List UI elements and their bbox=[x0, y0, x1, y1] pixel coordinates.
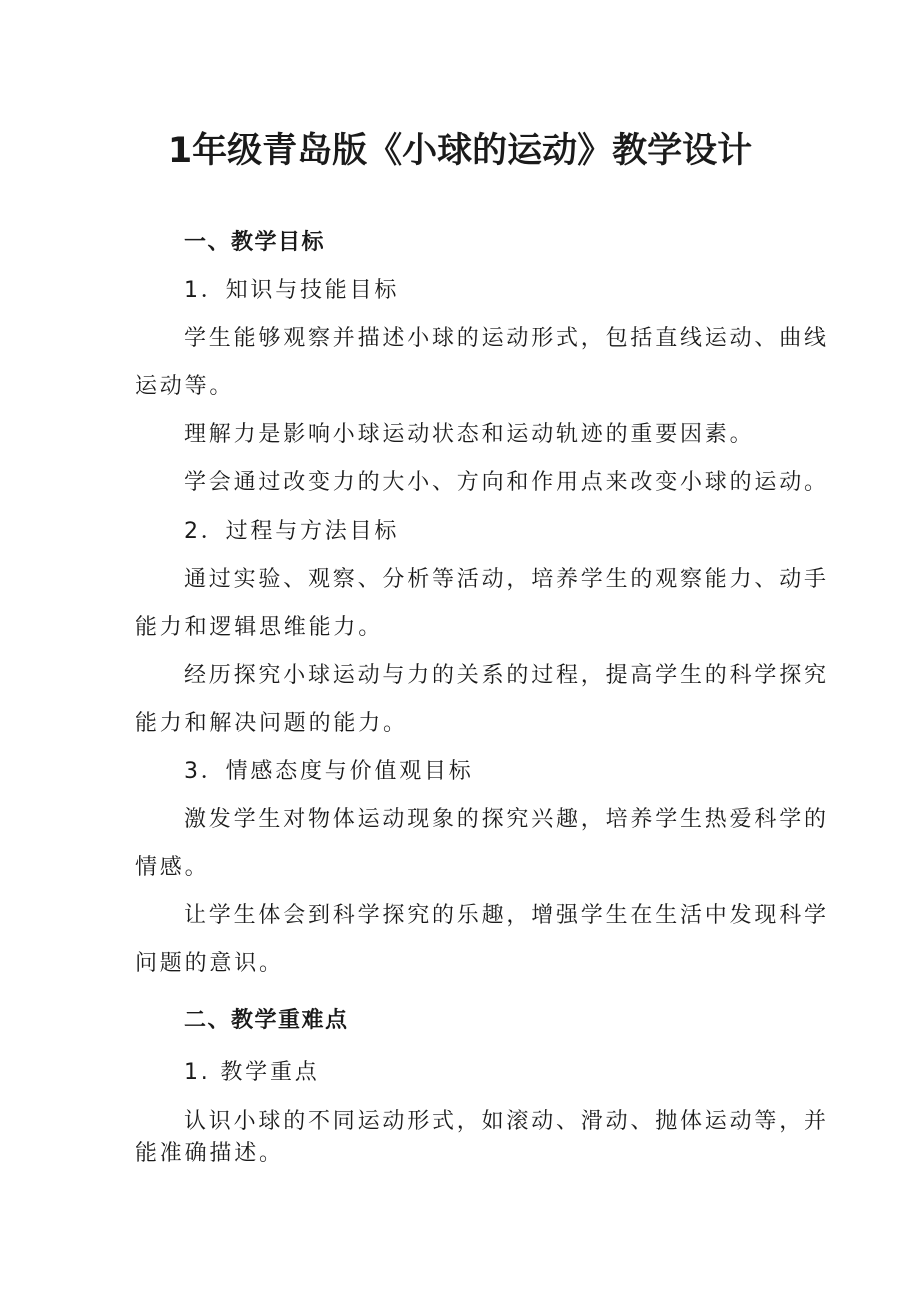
paragraph-line: 学生能够观察并描述小球的运动形式，包括直线运动、曲线 bbox=[184, 326, 829, 351]
paragraph-line: 认识小球的不同运动形式，如滚动、滑动、抛体运动等，并 bbox=[184, 1109, 829, 1134]
subheading-teaching-focus: 1. 教学重点 bbox=[184, 1060, 320, 1085]
section-heading-teaching-goals: 一、教学目标 bbox=[184, 230, 326, 255]
paragraph-line: 通过实验、观察、分析等活动，培养学生的观察能力、动手 bbox=[184, 567, 829, 592]
paragraph-line: 能力和逻辑思维能力。 bbox=[135, 615, 384, 640]
paragraph-line: 理解力是影响小球运动状态和运动轨迹的重要因素。 bbox=[184, 422, 755, 447]
document-title: 1年级青岛版《小球的运动》教学设计 bbox=[167, 131, 753, 171]
paragraph-line: 情感。 bbox=[135, 855, 210, 880]
paragraph-line: 运动等。 bbox=[135, 374, 235, 399]
paragraph-line: 能准确描述。 bbox=[135, 1141, 284, 1166]
paragraph-line: 能力和解决问题的能力。 bbox=[135, 711, 408, 736]
paragraph-line: 让学生体会到科学探究的乐趣，增强学生在生活中发现科学 bbox=[184, 903, 829, 928]
section-heading-key-difficult-points: 二、教学重难点 bbox=[184, 1008, 349, 1033]
subheading-process-method: 2．过程与方法目标 bbox=[184, 519, 400, 544]
paragraph-line: 问题的意识。 bbox=[135, 951, 284, 976]
subheading-emotion-values: 3．情感态度与价值观目标 bbox=[184, 759, 474, 784]
paragraph-line: 经历探究小球运动与力的关系的过程，提高学生的科学探究 bbox=[184, 663, 829, 688]
paragraph-line: 学会通过改变力的大小、方向和作用点来改变小球的运动。 bbox=[184, 470, 829, 495]
subheading-knowledge-skills: 1．知识与技能目标 bbox=[184, 278, 400, 303]
paragraph-line: 激发学生对物体运动现象的探究兴趣，培养学生热爱科学的 bbox=[184, 807, 829, 832]
